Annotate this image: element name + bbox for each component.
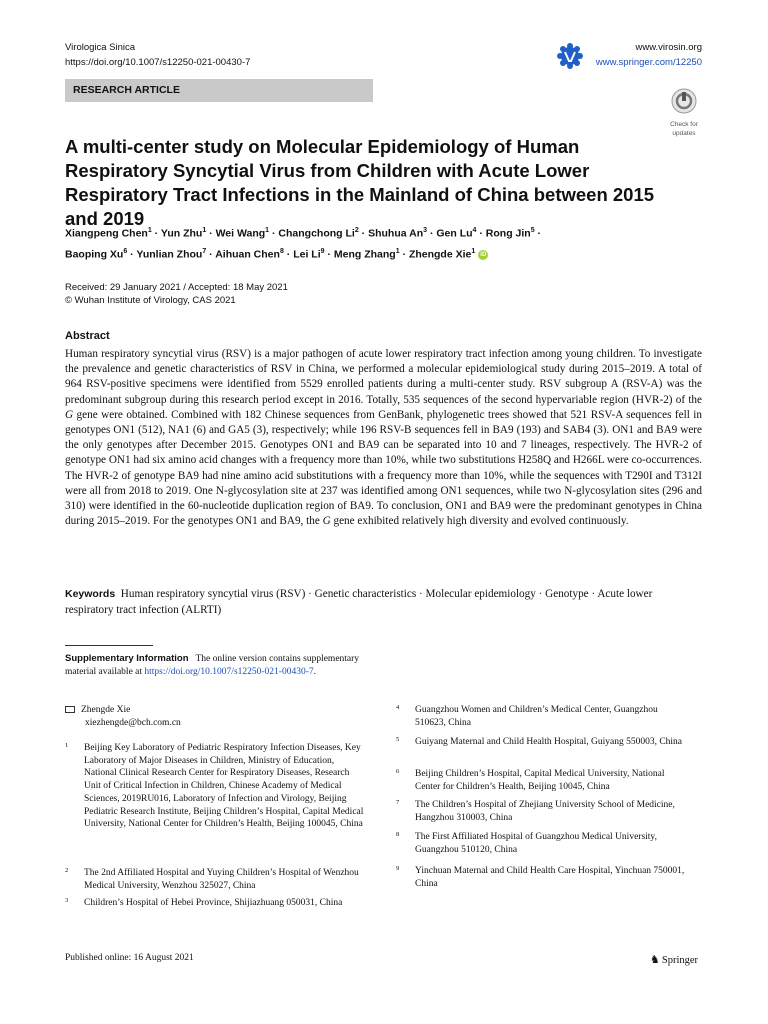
corr-name: Zhengde Xie (81, 705, 131, 715)
publisher-mark (650, 953, 698, 966)
corresponding-author (65, 704, 181, 730)
copyright: © Wuhan Institute of Virology, CAS 2021 (65, 295, 236, 306)
check-updates-icon (671, 88, 697, 114)
mail-icon (65, 706, 75, 713)
author[interactable]: Rong Jin (485, 227, 531, 240)
supp-label: Supplementary Information (65, 653, 189, 664)
affiliation-text: Children’s Hospital of Hebei Province, Shijiazhuang 050031, China (84, 898, 343, 908)
keywords (65, 587, 702, 618)
site-link[interactable]: www.virosin.org (635, 42, 702, 53)
author[interactable]: Aihuan Chen (215, 248, 280, 261)
running-header-left (65, 40, 250, 70)
affiliation-number: 8 (396, 831, 400, 838)
check-for-updates-badge[interactable] (664, 88, 704, 137)
affiliation-number: 6 (396, 768, 400, 775)
author-affiliation-number: 1 (202, 227, 207, 234)
author-affiliation-number: 1 (265, 227, 270, 234)
affiliation-number: 3 (65, 897, 69, 904)
springer-gear-logo-icon (556, 42, 584, 70)
author-affiliation-number: 4 (472, 227, 477, 234)
gene-name: G (322, 515, 331, 528)
author[interactable]: Shuhua An (368, 227, 424, 240)
journal-name: Virologica Sinica (65, 42, 136, 53)
author-affiliation-number: 1 (147, 227, 152, 234)
abstract-text-3: gene exhibited relatively high diversity and evolved continuously. (330, 515, 629, 528)
author-affiliation-number: 9 (320, 248, 325, 255)
doi-link[interactable]: https://doi.org/10.1007/s12250-021-00430-7 (65, 57, 251, 68)
author-affiliation-number: 1 (471, 248, 476, 255)
gene-name: G (65, 408, 74, 421)
author-affiliation-number: 1 (395, 248, 400, 255)
author-affiliation-number: 5 (530, 227, 535, 234)
author-affiliation-number: 7 (202, 248, 207, 255)
received-accepted: Received: 29 January 2021 / Accepted: 18 May 2021 (65, 282, 288, 293)
supp-link[interactable]: https://doi.org/10.1007/s12250-021-00430-7 (144, 666, 314, 677)
author-affiliation-number: 3 (423, 227, 428, 234)
springer-link[interactable]: www.springer.com/12250 (595, 57, 702, 68)
affiliation-number: 1 (65, 742, 69, 749)
author[interactable]: Wei Wang (215, 227, 266, 240)
supplementary-info (65, 653, 365, 678)
affiliation-number: 2 (65, 867, 69, 874)
abstract-text-1: Human respiratory syncytial virus (RSV) is a major pathogen of acute lower respiratory tract infection among young children. To investigate the prevalence and genetic characteristics of RSV in China, we performed a molecular epidemiological study during 2015–2019. A total of 964 RSV-positive specimens were identified from 5529 enrolled patients during a multi-center study. RSV subgroup A (RSV-A) was the predominant subgroup during this research period except in 2016. Totally, 535 sequences of the second hypervariable region (HVR-2) of the (65, 348, 702, 406)
supp-tail: . (313, 666, 317, 677)
affiliation-text: The First Affiliated Hospital of Guangzhou Medical University, Guangzhou 510120, China (415, 832, 657, 855)
author-list: Xiangpeng Chen$^1$ · Yun Zhu$^1$ · Wei Wang$^1$ · Changchong $Li^2$ · Shuhua $An^3$ · Gen $Lu^4$ · Rong Jin$^5$ · Baoping $Xu^6$ · Yunlian Zhou$^7$ · Aihuan Chen$^8$ · Lei $Li^9$ · Meng Zhang$^1$ · Zhengde Xie$^1$ iD (65, 227, 542, 261)
supp-text: The online version contains supplementary material available at (65, 654, 360, 677)
author-affiliation-number: 6 (123, 248, 128, 255)
affiliation-text: Guangzhou Women and Children’s Medical Center, Guangzhou 510623, China (415, 705, 658, 728)
keywords-label: Keywords (65, 588, 116, 600)
author[interactable]: Gen Lu (436, 227, 473, 240)
article-dates (65, 281, 288, 307)
publisher-name: Springer (661, 955, 699, 966)
affiliation-text: Guiyang Maternal and Child Health Hospital, Guiyang 550003, China (415, 737, 683, 747)
article-title: A multi-center study on Molecular Epidemiology of Human Respiratory Syncytial Virus from Children with Acute Lower Respiratory Tract Infections in the Mainland of China between 2015 and 2019 (65, 136, 655, 229)
corr-email[interactable]: xiezhengde@bch.com.cn (85, 718, 181, 728)
badge-line2: updates (672, 130, 696, 137)
author[interactable]: Changchong Li (278, 227, 355, 240)
published-date: Published online: 16 August 2021 (65, 953, 194, 963)
author[interactable]: Yunlian Zhou (136, 248, 203, 261)
author-affiliation-number: 8 (279, 248, 284, 255)
affiliation-number: 4 (396, 704, 400, 711)
orcid-icon[interactable]: iD (480, 251, 487, 258)
affiliation-number: 5 (396, 736, 400, 743)
springer-horse-icon: ♞ (650, 954, 660, 966)
author[interactable]: Zhengde Xie (408, 248, 472, 261)
affiliation-text: Beijing Key Laboratory of Pediatric Respiratory Infection Diseases, Key Laboratory of Major Diseases in Children, Ministry of Education, National Clinical Research Center for Respiratory Diseases, Research Unit of Critical Infection in Children, Chinese Academy of Medical Sciences, 2019RU016, Laboratory of Infection and Virology, Beijing Pediatric Research Institute, Beijing Children’s Hospital, Capital Medical University, National Center for Children’s Health, Beijing 100045, China (84, 743, 364, 830)
affiliation-number: 7 (396, 799, 400, 806)
abstract-body (65, 347, 702, 529)
author[interactable]: Meng Zhang (333, 248, 396, 261)
keywords-text: Human respiratory syncytial virus (RSV) · Genetic characteristics · Molecular epidemiology · Genotype · Acute lower respiratory tract infection (ALRTI) (65, 588, 653, 616)
author-affiliation-number: 2 (354, 227, 359, 234)
abstract-heading: Abstract (65, 330, 110, 342)
footnote-divider (65, 645, 153, 646)
affiliation-number: 9 (396, 865, 400, 872)
author[interactable]: Baoping Xu (65, 248, 124, 261)
affiliation-text: The Children’s Hospital of Zhejiang University School of Medicine, Hangzhou 310003, China (415, 800, 675, 823)
author[interactable]: Yun Zhu (160, 227, 203, 240)
running-header-right (596, 40, 702, 70)
author[interactable]: Xiangpeng Chen (65, 227, 148, 240)
author[interactable]: Lei Li (293, 248, 321, 261)
affiliation-text: Yinchuan Maternal and Child Health Care Hospital, Yinchuan 750001, China (415, 866, 685, 889)
abstract-text-2: gene were obtained. Combined with 182 Chinese sequences from GenBank, phylogenetic trees showed that 521 RSV-A sequences fell in genotypes ON1 (512), NA1 (6) and GA5 (3), respectively; while 196 RSV-B sequences fell in BA9 (193) and SAB4 (3). ON1 and BA9 were the only genotypes after December 2015. Genotypes ON1 and BA9 can be separated into 10 and 7 lineages, respectively. The HVR-2 of genotype ON1 had six amino acid changes with a frequency more than 10%, while two substitutions H258Q and H266L were co-occurrences. The HVR-2 of genotype BA9 had nine amino acid substitutions with a frequency more than 10%, while the sequences with T290I and T312I were all from 2018 to 2019. One N-glycosylation site at 237 was identified among ON1 sequences, while two N-glycosylation sites (296 and 310) were identified in the 60-nucleotide duplication region of BA9. To conclusion, ON1 and BA9 were the predominant genotypes in China during 2015–2019. For the genotypes ON1 and BA9, the (65, 408, 702, 528)
badge-line1: Check for (670, 121, 698, 128)
article-type-label: RESEARCH ARTICLE (65, 79, 373, 102)
affiliation-text: Beijing Children’s Hospital, Capital Medical University, National Center for Children’s Health, Beijing 10045, China (415, 769, 665, 792)
affiliation-text: The 2nd Affiliated Hospital and Yuying Children’s Hospital of Wenzhou Medical University, Wenzhou 325027, China (84, 868, 359, 891)
